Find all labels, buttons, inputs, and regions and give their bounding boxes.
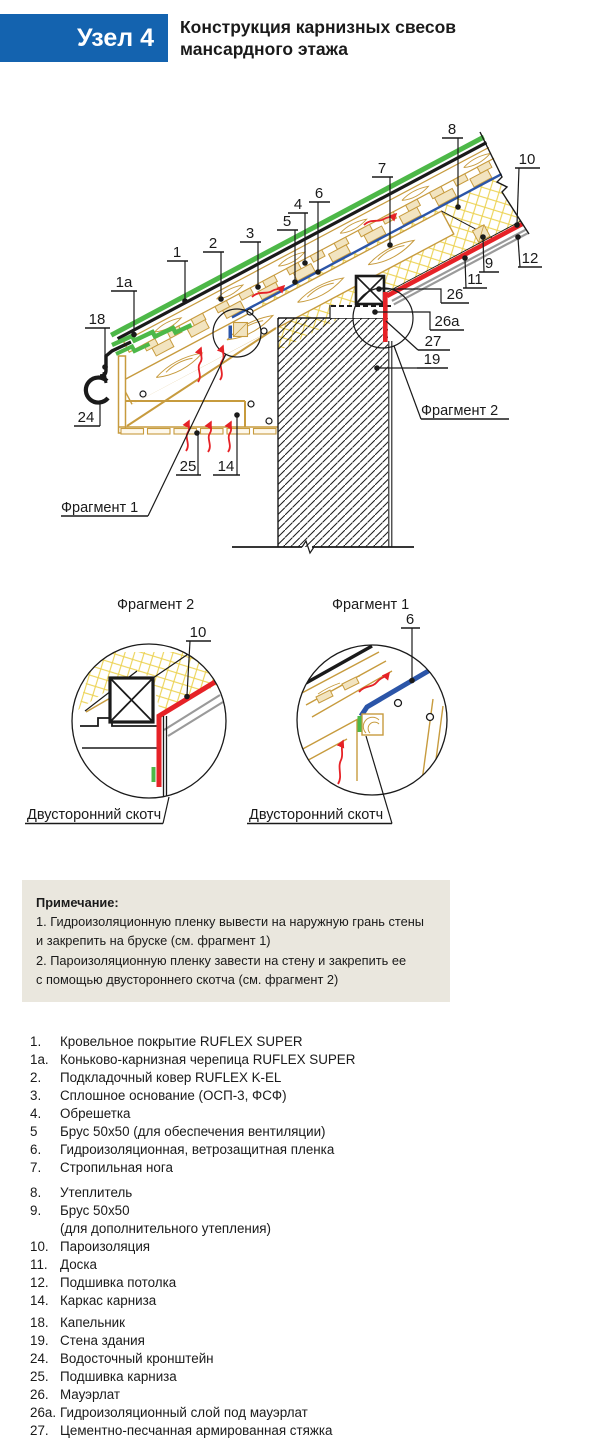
fragment2-tape-label xyxy=(25,797,169,824)
page-title-line2: мансардного этажа xyxy=(180,39,349,60)
note-line: с помощью двустороннего скотча (см. фрагмент 2) xyxy=(36,971,339,987)
callout-7: 7 xyxy=(377,160,387,177)
callout-27: 27 xyxy=(424,333,442,350)
callout-3: 3 xyxy=(245,225,255,242)
legend-item: 10. Пароизоляция xyxy=(30,1239,151,1254)
legend-item: 18. Капельник xyxy=(30,1315,126,1330)
note-line: 2. Пароизоляционную пленку завести на стену и закрепить ее xyxy=(36,952,407,968)
callout-26a: 26а xyxy=(434,313,460,330)
legend-item: (для дополнительного утепления) xyxy=(60,1221,272,1236)
callout-6: 6 xyxy=(314,185,324,202)
node-badge xyxy=(0,14,168,62)
callout-18: 18 xyxy=(88,311,106,328)
note-line: и закрепить на бруске (см. фрагмент 1) xyxy=(36,933,271,949)
svg-text:Двусторонний скотч: Двусторонний скотч xyxy=(27,807,162,823)
legend-item: 14. Каркас карниза xyxy=(30,1293,157,1308)
fragment1-callout-number: 6 xyxy=(405,611,415,628)
callout-9: 9 xyxy=(484,255,494,272)
fragment1-callout xyxy=(401,611,420,683)
legend-item: 19. Стена здания xyxy=(30,1333,145,1348)
legend-item: 24. Водосточный кронштейн xyxy=(30,1351,214,1366)
callout-12: 12 xyxy=(521,250,539,267)
vapor-barrier-down-wall xyxy=(383,292,388,342)
legend-item: 2. Подкладочный ковер RUFLEX K-EL xyxy=(30,1070,282,1085)
callout-14: 14 xyxy=(217,458,235,475)
callout-4: 4 xyxy=(293,196,303,213)
legend-item: 26. Мауэрлат xyxy=(30,1387,121,1402)
node-badge-label: Узел 4 xyxy=(76,23,154,52)
note-line: 1. Гидроизоляционную пленку вывести на наружную грань стены xyxy=(36,914,424,930)
legend-list xyxy=(30,1033,575,1440)
callout-2: 2 xyxy=(208,235,218,252)
legend-item: 27. Цементно-песчанная армированная стяжка xyxy=(30,1423,333,1438)
fragment2-title: Фрагмент 2 xyxy=(117,597,195,613)
fragment2-content xyxy=(78,648,223,797)
callout-10: 10 xyxy=(518,151,536,168)
legend-item: 1а. Коньково-карнизная черепица RUFLEX SUPER xyxy=(30,1052,356,1067)
fragment1-reference-label: Фрагмент 1 xyxy=(61,500,139,516)
fragment2-reference-label: Фрагмент 2 xyxy=(421,403,499,419)
fragment-details xyxy=(0,590,600,836)
callout-8: 8 xyxy=(447,121,457,138)
legend-item: 11. Доска xyxy=(30,1257,97,1272)
callout-24: 24 xyxy=(77,409,95,426)
callout-1: 1 xyxy=(172,244,182,261)
legend-item: 3. Сплошное основание (ОСП-3, ФСФ) xyxy=(30,1088,287,1103)
double-sided-tape-strip xyxy=(152,767,156,782)
fragment1-title: Фрагмент 1 xyxy=(332,597,410,613)
page-title xyxy=(180,16,456,61)
gutter-bracket xyxy=(86,372,108,403)
callout-1a: 1а xyxy=(115,274,133,291)
legend-item: 7. Стропильная нога xyxy=(30,1160,173,1175)
main-construction-drawing xyxy=(0,95,600,565)
fragment1-tape-label xyxy=(247,736,392,824)
legend-item: 4. Обрешетка xyxy=(30,1106,131,1121)
legend-item: 6. Гидроизоляционная, ветрозащитная пленка xyxy=(30,1142,335,1157)
note-heading: Примечание: xyxy=(36,895,119,910)
fragment2-callout-number: 10 xyxy=(189,624,207,641)
legend-item: 5 Брус 50х50 (для обеспечения вентиляции) xyxy=(30,1124,326,1139)
legend-item: 8. Утеплитель xyxy=(30,1185,133,1200)
legend-item: 25. Подшивка карниза xyxy=(30,1369,177,1384)
callout-5: 5 xyxy=(282,213,292,230)
callout-26: 26 xyxy=(446,286,464,303)
double-sided-tape-strip xyxy=(358,716,362,732)
legend-item: 12. Подшивка потолка xyxy=(30,1275,177,1290)
page-title-line1: Конструкция карнизных свесов xyxy=(180,17,457,37)
note-box xyxy=(22,880,450,1002)
windproof-film-edge xyxy=(361,670,430,716)
legend-item: 1. Кровельное покрытие RUFLEX SUPER xyxy=(30,1034,303,1049)
legend-item: 26а. Гидроизоляционный слой под мауэрлат xyxy=(30,1405,308,1420)
svg-text:Двусторонний скотч: Двусторонний скотч xyxy=(249,807,384,823)
callout-25: 25 xyxy=(179,458,197,475)
legend-item: 9. Брус 50х50 xyxy=(30,1203,130,1218)
callout-19: 19 xyxy=(423,351,441,368)
callout-11: 11 xyxy=(467,271,483,288)
